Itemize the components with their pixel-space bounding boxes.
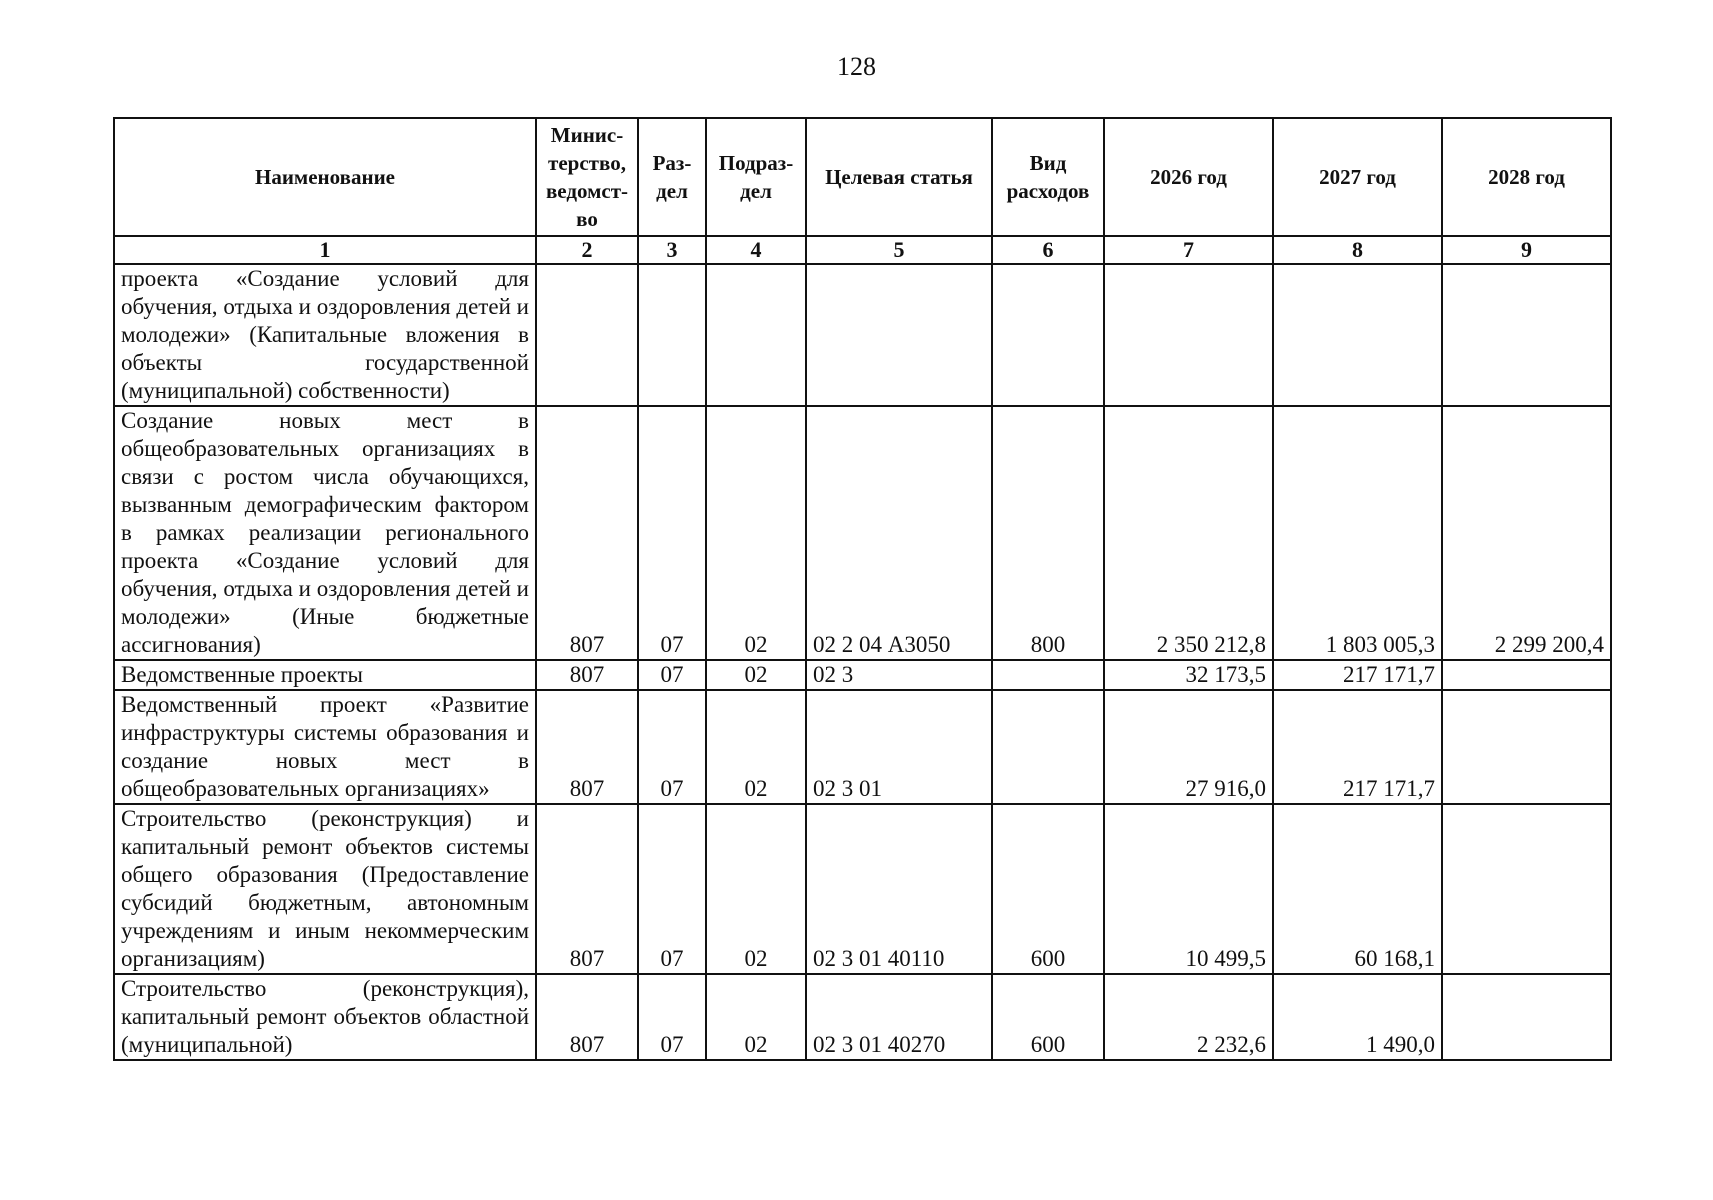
- row-2028: 2 299 200,4: [1442, 406, 1611, 660]
- row-2028: [1442, 974, 1611, 1060]
- row-name: Ведомственный проект «Развитие инфраструктуры системы образования и создание новых мест в общеобразовательных организациях»: [114, 690, 536, 804]
- row-2028: [1442, 804, 1611, 974]
- header-target: Целевая статья: [806, 118, 992, 236]
- row-2026: 10 499,5: [1104, 804, 1273, 974]
- column-number: 8: [1273, 236, 1442, 264]
- row-section: 07: [638, 660, 706, 690]
- row-2027: 60 168,1: [1273, 804, 1442, 974]
- row-name: Строительство (реконструкция), капитальный ремонт объектов областной (муниципальной): [114, 974, 536, 1060]
- row-expense-type: 600: [992, 804, 1104, 974]
- row-subsection: 02: [706, 690, 806, 804]
- row-subsection: 02: [706, 974, 806, 1060]
- row-ministry: [536, 264, 638, 406]
- row-2028: [1442, 264, 1611, 406]
- row-name: Ведомственные проекты: [114, 660, 536, 690]
- row-ministry: 807: [536, 660, 638, 690]
- row-2028: [1442, 690, 1611, 804]
- header-2028: 2028 год: [1442, 118, 1611, 236]
- row-2026: 32 173,5: [1104, 660, 1273, 690]
- row-2026: [1104, 264, 1273, 406]
- row-target: 02 2 04 А3050: [806, 406, 992, 660]
- row-ministry: 807: [536, 974, 638, 1060]
- row-section: 07: [638, 406, 706, 660]
- row-target: 02 3: [806, 660, 992, 690]
- column-number: 9: [1442, 236, 1611, 264]
- column-number: 2: [536, 236, 638, 264]
- table-row: [114, 660, 1611, 690]
- column-number: 1: [114, 236, 536, 264]
- row-expense-type: [992, 690, 1104, 804]
- column-number: 3: [638, 236, 706, 264]
- row-name: Создание новых мест в общеобразовательных организациях в связи с ростом числа обучающихся, вызванным демографическим фактором в рамках реализации регионального проекта «Создание условий для обучения, отдыха и оздоровления детей и молодежи» (Иные бюджетные ассигнования): [114, 406, 536, 660]
- row-2027: [1273, 264, 1442, 406]
- row-target: 02 3 01: [806, 690, 992, 804]
- row-2026: 2 350 212,8: [1104, 406, 1273, 660]
- row-ministry: 807: [536, 690, 638, 804]
- row-2027: 217 171,7: [1273, 660, 1442, 690]
- row-name: проекта «Создание условий для обучения, отдыха и оздоровления детей и молодежи» (Капитальные вложения в объекты государственной (муниципальной) собственности): [114, 264, 536, 406]
- row-subsection: 02: [706, 660, 806, 690]
- row-target: 02 3 01 40270: [806, 974, 992, 1060]
- header-expense-type: Вид расходов: [992, 118, 1104, 236]
- row-subsection: 02: [706, 804, 806, 974]
- row-subsection: [706, 264, 806, 406]
- table-row: [114, 690, 1611, 804]
- row-2027: 1 490,0: [1273, 974, 1442, 1060]
- table-row: [114, 974, 1611, 1060]
- row-ministry: 807: [536, 804, 638, 974]
- row-target: [806, 264, 992, 406]
- header-subsection: Подраз-дел: [706, 118, 806, 236]
- row-expense-type: 600: [992, 974, 1104, 1060]
- row-2026: 27 916,0: [1104, 690, 1273, 804]
- row-2028: [1442, 660, 1611, 690]
- header-ministry: Минис-терство, ведомст-во: [536, 118, 638, 236]
- row-2027: 217 171,7: [1273, 690, 1442, 804]
- table-row: [114, 406, 1611, 660]
- column-number-row: [114, 236, 1611, 264]
- row-subsection: 02: [706, 406, 806, 660]
- row-2027: 1 803 005,3: [1273, 406, 1442, 660]
- header-name: Наименование: [114, 118, 536, 236]
- column-number: 4: [706, 236, 806, 264]
- budget-table: [113, 117, 1612, 1061]
- header-2026: 2026 год: [1104, 118, 1273, 236]
- header-row: [114, 118, 1611, 236]
- page-number: 128: [837, 52, 876, 81]
- row-section: 07: [638, 690, 706, 804]
- row-section: [638, 264, 706, 406]
- row-expense-type: [992, 264, 1104, 406]
- row-section: 07: [638, 974, 706, 1060]
- row-section: 07: [638, 804, 706, 974]
- column-number: 7: [1104, 236, 1273, 264]
- row-expense-type: [992, 660, 1104, 690]
- row-expense-type: 800: [992, 406, 1104, 660]
- column-number: 6: [992, 236, 1104, 264]
- row-name: Строительство (реконструкция) и капитальный ремонт объектов системы общего образования (Предоставление субсидий бюджетным, автономным учреждениям и иным некоммерческим организациям): [114, 804, 536, 974]
- row-2026: 2 232,6: [1104, 974, 1273, 1060]
- column-number: 5: [806, 236, 992, 264]
- header-2027: 2027 год: [1273, 118, 1442, 236]
- row-ministry: 807: [536, 406, 638, 660]
- header-section: Раз-дел: [638, 118, 706, 236]
- row-target: 02 3 01 40110: [806, 804, 992, 974]
- table-row: [114, 264, 1611, 406]
- table-row: [114, 804, 1611, 974]
